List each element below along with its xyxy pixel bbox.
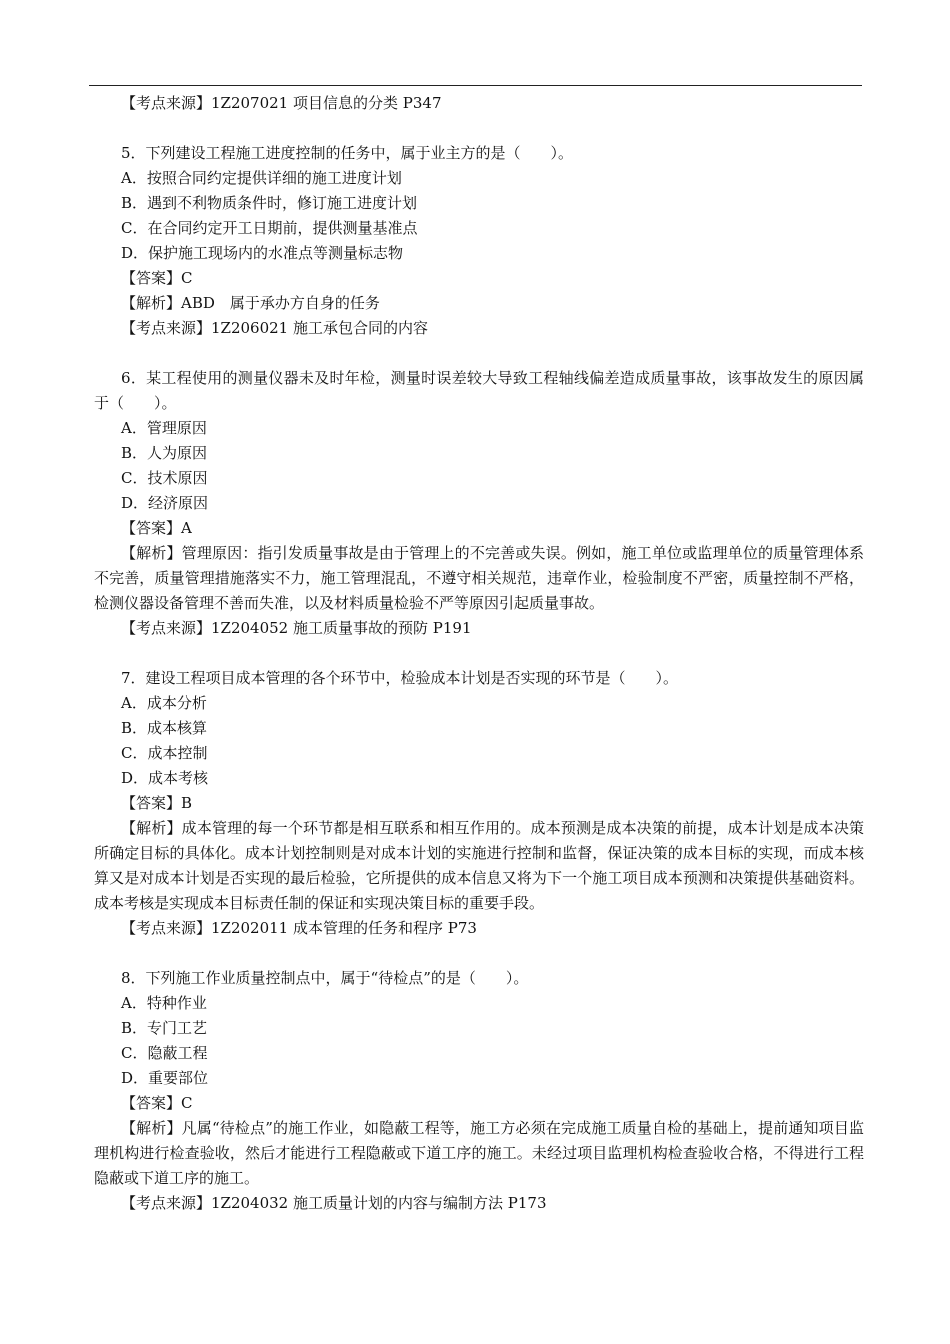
option-b: B．遇到不利物质条件时，修订施工进度计划 (121, 194, 418, 212)
question-6 (94, 366, 864, 641)
analysis: 【解析】成本管理的每一个环节都是相互联系和相互作用的。成本预测是成本决策的前提，成本计划是成本决策所确定目标的具体化。成本计划控制则是对成本计划的实施进行控制和监督，保证决策的成本目标的实现，而成本核算又是对成本计划是否实现的最后检验，它所提供的成本信息又将为下一个施工项目成本预测和决策提供基础资料。成本考核是实现成本目标责任制的保证和实现决策目标的重要手段。 (94, 819, 864, 912)
option-b: B．专门工艺 (121, 1019, 208, 1037)
option-b: B．人为原因 (121, 444, 208, 462)
document-body (94, 91, 864, 1216)
option-d: D．经济原因 (121, 494, 209, 512)
source: 【考点来源】1Z202011 成本管理的任务和程序 P73 (121, 919, 477, 937)
question-stem: 7．建设工程项目成本管理的各个环节中，检验成本计划是否实现的环节是（ ）。 (121, 669, 679, 687)
option-a: A．管理原因 (121, 419, 207, 437)
question-5 (94, 141, 864, 341)
option-c: C．成本控制 (121, 744, 208, 762)
analysis: 【解析】ABD 属于承办方自身的任务 (121, 294, 380, 312)
question-stem: 8．下列施工作业质量控制点中，属于“待检点”的是（ ）。 (121, 969, 529, 987)
option-c: C．在合同约定开工日期前，提供测量基准点 (121, 219, 418, 237)
source: 【考点来源】1Z204052 施工质量事故的预防 P191 (121, 619, 472, 637)
option-d: D．成本考核 (121, 769, 209, 787)
option-a: A．成本分析 (121, 694, 207, 712)
question-stem: 6．某工程使用的测量仪器未及时年检，测量时误差较大导致工程轴线偏差造成质量事故，该事故发生的原因属于（ ）。 (94, 369, 864, 412)
answer: 【答案】B (121, 794, 193, 812)
option-d: D．重要部位 (121, 1069, 209, 1087)
question-7 (94, 666, 864, 941)
option-d: D．保护施工现场内的水准点等测量标志物 (121, 244, 404, 262)
option-a: A．按照合同约定提供详细的施工进度计划 (121, 169, 402, 187)
option-c: C．隐蔽工程 (121, 1044, 208, 1062)
answer: 【答案】C (121, 1094, 193, 1112)
question-stem: 5．下列建设工程施工进度控制的任务中，属于业主方的是（ ）。 (121, 144, 574, 162)
prev-question-source: 【考点来源】1Z207021 项目信息的分类 P347 (121, 94, 442, 112)
question-8 (94, 966, 864, 1216)
analysis: 【解析】凡属“待检点”的施工作业，如隐蔽工程等，施工方必须在完成施工质量自检的基础上，提前通知项目监理机构进行检查验收，然后才能进行工程隐蔽或下道工序的施工。未经过项目监理机构检查验收合格，不得进行工程隐蔽或下道工序的施工。 (94, 1119, 864, 1187)
source: 【考点来源】1Z204032 施工质量计划的内容与编制方法 P173 (121, 1194, 547, 1212)
option-b: B．成本核算 (121, 719, 208, 737)
option-a: A．特种作业 (121, 994, 207, 1012)
answer: 【答案】C (121, 269, 193, 287)
answer: 【答案】A (121, 519, 192, 537)
source: 【考点来源】1Z206021 施工承包合同的内容 (121, 319, 428, 337)
header-rule (89, 85, 862, 86)
analysis: 【解析】管理原因：指引发质量事故是由于管理上的不完善或失误。例如，施工单位或监理单位的质量管理体系不完善，质量管理措施落实不力，施工管理混乱，不遵守相关规范，违章作业，检验制度不严密，质量控制不严格，检测仪器设备管理不善而失准，以及材料质量检验不严等原因引起质量事故。 (94, 544, 864, 612)
option-c: C．技术原因 (121, 469, 208, 487)
